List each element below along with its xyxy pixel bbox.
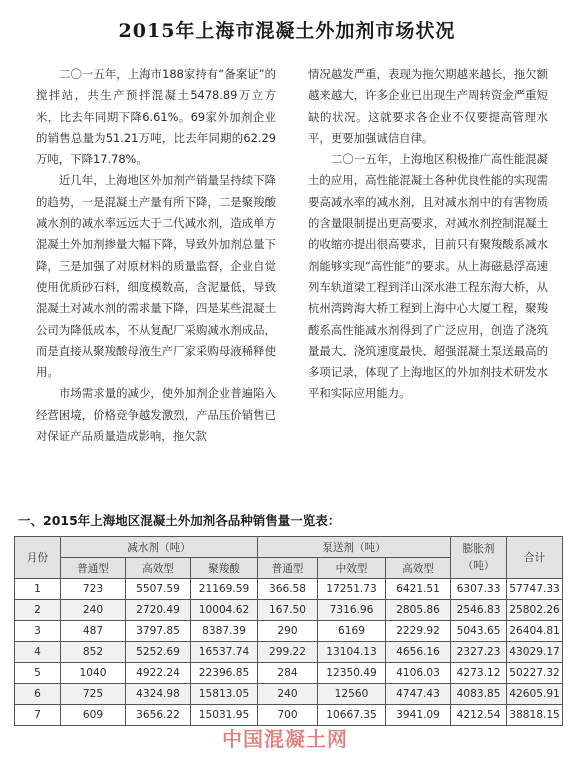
table-cell: 38818.15 (507, 705, 563, 726)
table-cell: 3797.85 (126, 621, 191, 642)
table-body (15, 579, 563, 726)
table-cell: 15031.95 (191, 705, 258, 726)
table-cell: 6421.51 (386, 579, 451, 600)
table-cell: 10667.35 (318, 705, 386, 726)
month-cell: 6 (15, 684, 61, 705)
table-row (15, 663, 563, 684)
paragraph: 近几年，上海地区外加剂产销量呈持续下降的趋势，一是混凝土产量有所下降，二是聚羧酸减水剂的减水率远远大于二代减水剂，造成单方混凝土外加剂掺量大幅下降，导致外加剂总量下降，三是加强了对原材料的质量监督，企业自觉使用优质砂石料，细度模数高，含泥量低，导致混凝土对减水剂的需求量下降，四是某些混凝土公司为降低成本，不从复配厂采购减水剂成品，而是直接从聚羧酸母液生产厂家采购母液稀释使用。 (36, 173, 276, 380)
table-cell: 6169 (318, 621, 386, 642)
table-cell: 22396.85 (191, 663, 258, 684)
table-row (15, 705, 563, 726)
table-cell: 4324.98 (126, 684, 191, 705)
table-cell: 8387.39 (191, 621, 258, 642)
table-row (15, 684, 563, 705)
table-cell: 366.58 (258, 579, 318, 600)
table-cell: 12560 (318, 684, 386, 705)
table-cell: 15813.05 (191, 684, 258, 705)
table-cell: 167.50 (258, 600, 318, 621)
sales-table (14, 536, 563, 726)
sub-header: 高效型 (126, 558, 191, 579)
table-cell: 240 (61, 600, 126, 621)
table-cell: 4273.12 (451, 663, 507, 684)
table-cell: 4212.54 (451, 705, 507, 726)
sub-header: 高效型 (386, 558, 451, 579)
month-cell: 1 (15, 579, 61, 600)
table-cell: 4922.24 (126, 663, 191, 684)
table-cell: 13104.13 (318, 642, 386, 663)
table-cell: 3941.09 (386, 705, 451, 726)
water-reducer-header: 减水剂（吨） (61, 537, 258, 558)
sub-header: 聚羧酸 (191, 558, 258, 579)
table-cell: 725 (61, 684, 126, 705)
sub-header: 普通型 (61, 558, 126, 579)
right-column (308, 64, 548, 405)
table-cell: 42605.91 (507, 684, 563, 705)
table-cell: 25802.26 (507, 600, 563, 621)
table-cell: 12350.49 (318, 663, 386, 684)
article-title: 2015年上海市混凝土外加剂市场状况 (118, 20, 456, 42)
month-cell: 5 (15, 663, 61, 684)
table-row (15, 621, 563, 642)
table-cell: 2229.92 (386, 621, 451, 642)
table-cell: 43029.17 (507, 642, 563, 663)
table-cell: 50227.32 (507, 663, 563, 684)
total-header: 合计 (507, 537, 563, 579)
month-header: 月份 (15, 537, 61, 579)
table-cell: 7316.96 (318, 600, 386, 621)
table-cell: 6307.33 (451, 579, 507, 600)
table-row (15, 642, 563, 663)
month-cell: 7 (15, 705, 61, 726)
paragraph-continued: 情况越发严重，表现为拖欠期越来越长，拖欠额越来越大，许多企业已出现生产周转资金严重短缺的状况。这就要求各企业不仅要提高管理水平，更要加强诚信自律。 (308, 67, 548, 145)
table-cell: 5043.65 (451, 621, 507, 642)
table-cell: 17251.73 (318, 579, 386, 600)
table-cell: 2546.83 (451, 600, 507, 621)
month-cell: 4 (15, 642, 61, 663)
table-cell: 299.22 (258, 642, 318, 663)
table-cell: 4083.85 (451, 684, 507, 705)
table-cell: 3656.22 (126, 705, 191, 726)
sub-header: 中效型 (318, 558, 386, 579)
month-cell: 2 (15, 600, 61, 621)
table-cell: 57747.33 (507, 579, 563, 600)
table-cell: 5507.59 (126, 579, 191, 600)
table-cell: 700 (258, 705, 318, 726)
table-row (15, 600, 563, 621)
table-cell: 487 (61, 621, 126, 642)
table-row (15, 579, 563, 600)
table-cell: 2805.86 (386, 600, 451, 621)
table-cell: 4747.43 (386, 684, 451, 705)
paragraph: 二〇一五年，上海市188家持有“备案证”的搅拌站，共生产预拌混凝土5478.89万立方米，比去年同期下降6.61%。69家外加剂企业的销售总量为51.21万吨，比去年同期的62.29万吨，下降17.78%。 (36, 67, 276, 167)
table-cell: 2720.49 (126, 600, 191, 621)
table-cell: 290 (258, 621, 318, 642)
table-cell: 240 (258, 684, 318, 705)
table-cell: 4106.03 (386, 663, 451, 684)
table-cell: 852 (61, 642, 126, 663)
left-column (36, 64, 276, 447)
month-cell: 3 (15, 621, 61, 642)
table-cell: 284 (258, 663, 318, 684)
table-cell: 2327.23 (451, 642, 507, 663)
table-cell: 1040 (61, 663, 126, 684)
sub-header: 普通型 (258, 558, 318, 579)
table-cell: 609 (61, 705, 126, 726)
table-cell: 723 (61, 579, 126, 600)
table-cell: 4656.16 (386, 642, 451, 663)
table-cell: 5252.69 (126, 642, 191, 663)
table-cell: 16537.74 (191, 642, 258, 663)
site-watermark: 中国混凝土网 (222, 727, 348, 751)
expansion-agent-header: 膨胀剂（吨） (451, 537, 507, 579)
table-cell: 10004.62 (191, 600, 258, 621)
section-heading: 一、2015年上海地区混凝土外加剂各品种销售量一览表： (18, 513, 341, 528)
table-cell: 26404.81 (507, 621, 563, 642)
article-body (36, 64, 550, 504)
paragraph: 市场需求量的减少，使外加剂企业普遍陷入经营困境，价格竞争越发激烈，产品压价销售已对保证产品质量造成影响，拖欠款 (36, 386, 276, 444)
table-cell: 21169.59 (191, 579, 258, 600)
paragraph: 二〇一五年，上海地区积极推广高性能混凝土的应用，高性能混凝土各种优良性能的实现需要高减水率的减水剂，且对减水剂中的有害物质的含量限制提出更高要求，对减水剂控制混凝土的收缩亦提出很高要求，目前只有聚羧酸系减水剂能够实现“高性能”的要求。从上海磁悬浮高速列车轨道梁工程到洋山深水港工程东海大桥，从杭州湾跨海大桥工程到上海中心大厦工程，聚羧酸系高性能减水剂得到了广泛应用，创造了浇筑量最大、浇筑速度最快、超强混凝土泵送最高的多项记录，体现了上海地区的外加剂技术研发水平和实际应用能力。 (308, 152, 548, 401)
pumping-agent-header: 泵送剂（吨） (258, 537, 451, 558)
